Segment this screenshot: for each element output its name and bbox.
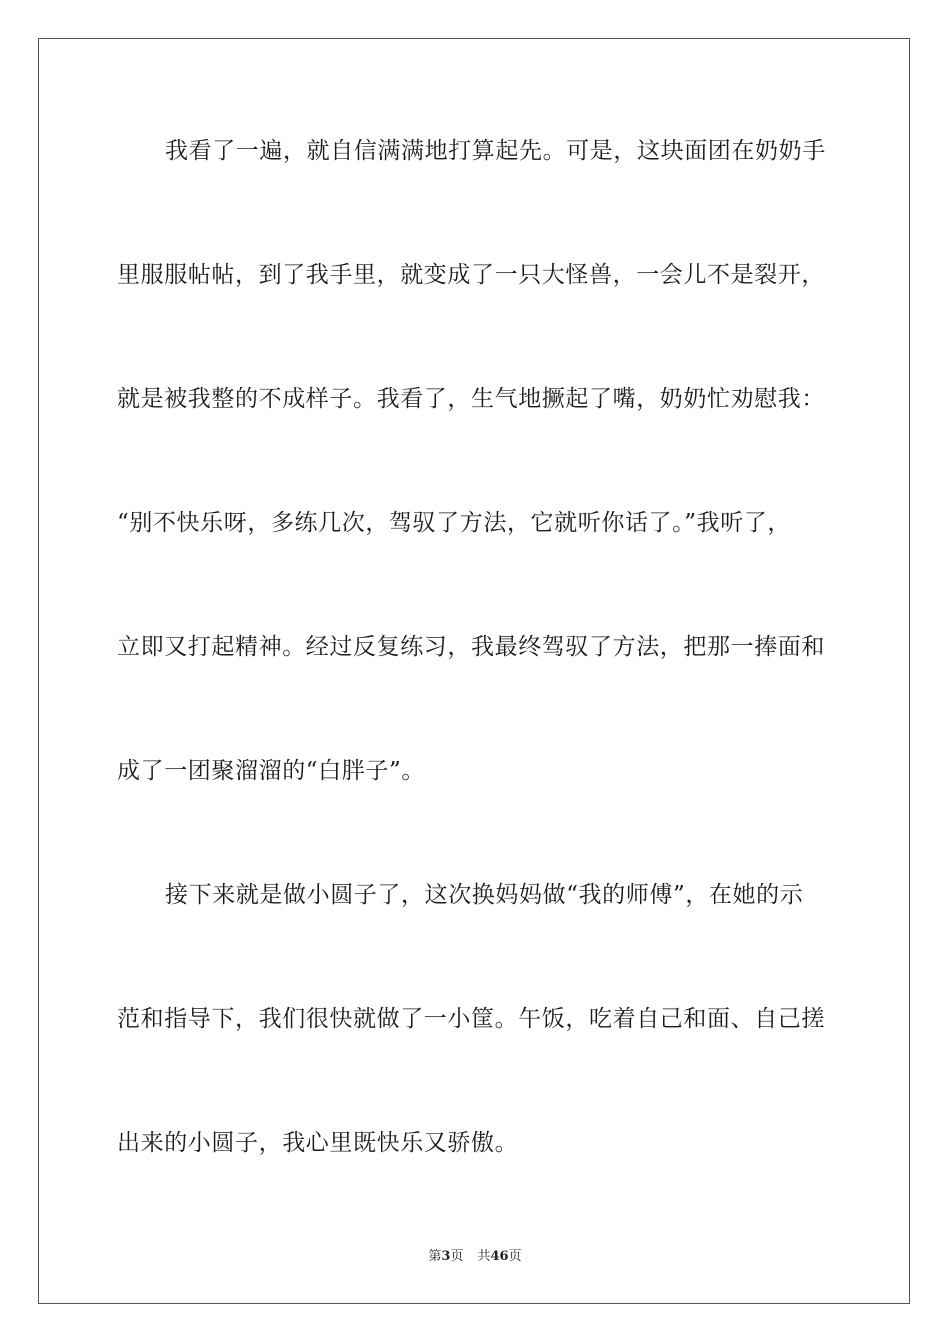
total-prefix: 共 [477,1249,491,1264]
text-line: “别不快乐呀，多练几次，驾驭了方法，它就听你话了。”我听了， [117,510,792,536]
text-line: 出来的小圆子，我心里既快乐又骄傲。 [117,1130,519,1156]
text-line: 里服服帖帖，到了我手里，就变成了一只大怪兽，一会儿不是裂开， [117,262,825,288]
text-line: 范和指导下，我们很快就做了一小筐。午饭，吃着自己和面、自己搓 [117,1006,825,1032]
text-line: 就是被我整的不成样子。我看了，生气地撅起了嘴，奶奶忙劝慰我： [117,386,825,412]
page-border [38,38,910,1304]
page-prefix: 第 [428,1249,442,1264]
text-line: 接下来就是做小圆子了，这次换妈妈做“我的师傅”，在她的示 [165,882,804,908]
total-suffix: 页 [508,1249,522,1264]
text-line: 成了一团聚溜溜的“白胖子”。 [117,758,425,784]
page-footer [0,1248,950,1266]
text-line: 我看了一遍，就自信满满地打算起先。可是，这块面团在奶奶手 [165,138,826,164]
total-pages: 46 [490,1249,509,1264]
page-suffix: 页 [450,1249,464,1264]
text-line: 立即又打起精神。经过反复练习，我最终驾驭了方法，把那一捧面和 [117,634,825,660]
page-number: 3 [441,1249,451,1264]
